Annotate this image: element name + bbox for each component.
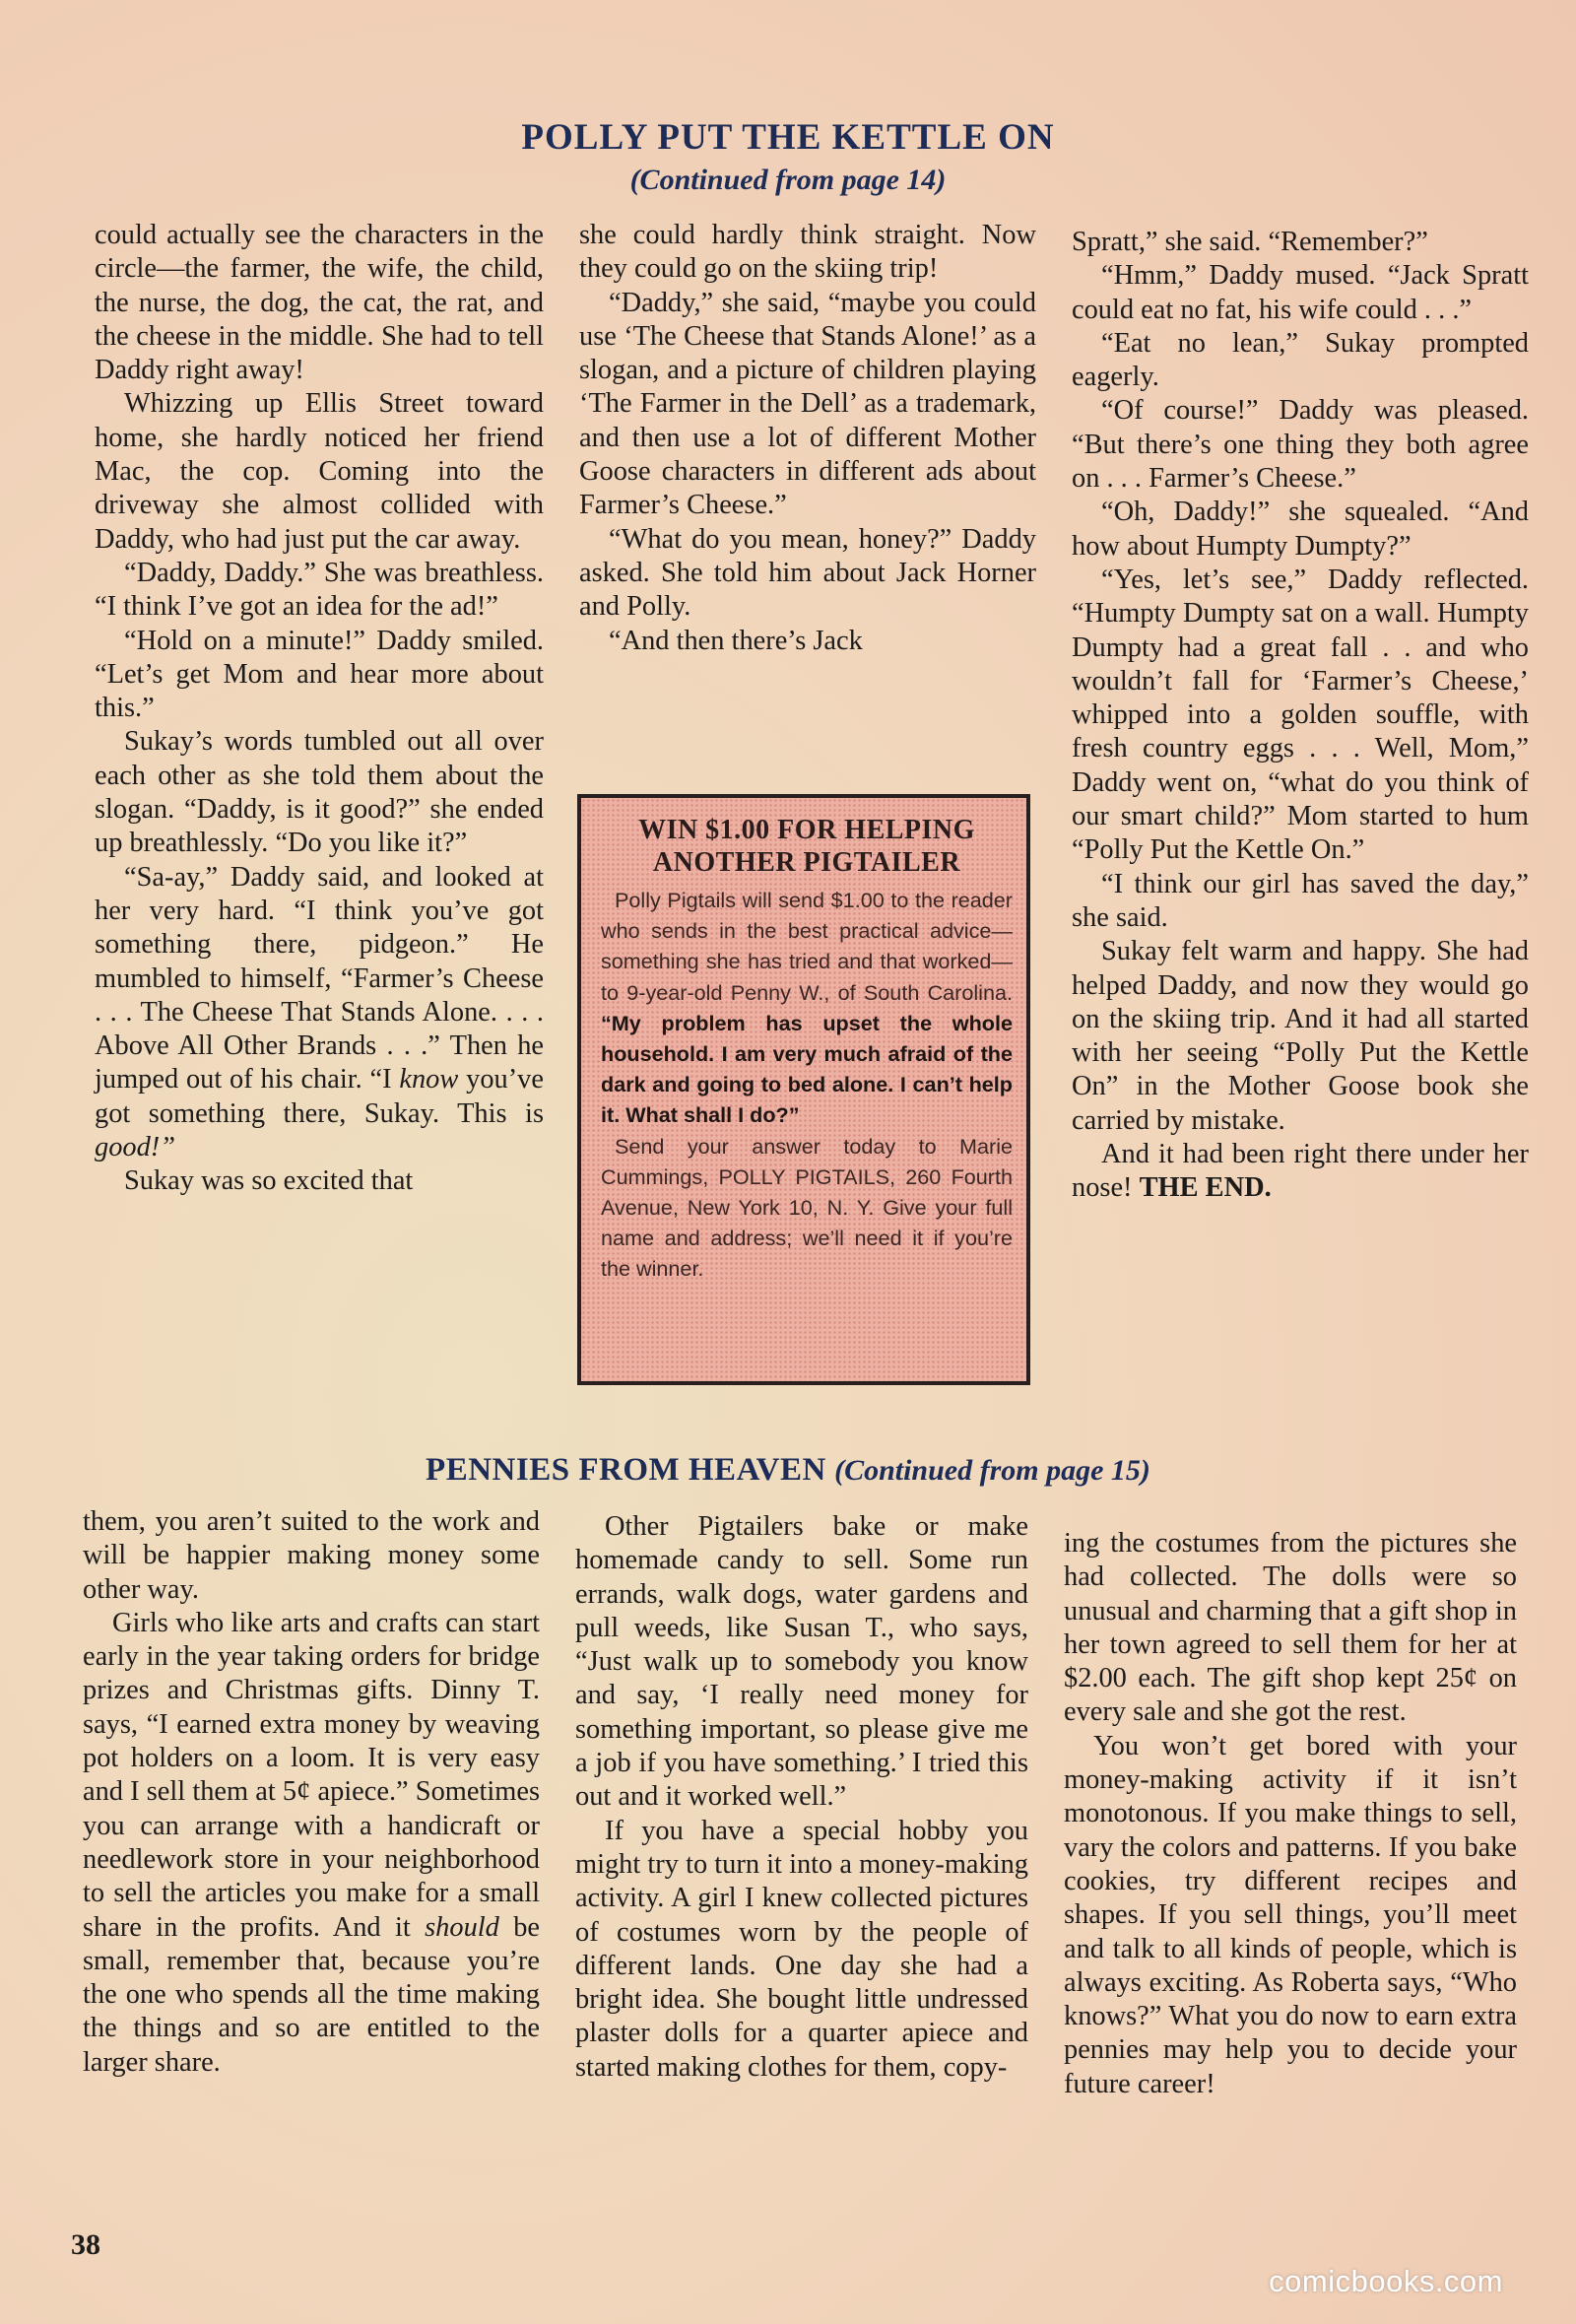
paragraph: “And then there’s Jack [609,625,863,656]
paragraph: “I think our girl has saved the day,” she said. [1072,868,1529,933]
paragraph: You won’t get bored with your money-making activity if it isn’t monotonous. If you make things to sell, vary the colors and patterns. If you bake cookies, try different recipes and shapes. If you sell things, you’ll meet and talk to all kinds of people, which is always exciting. As Roberta says, “Who knows?” What you do now to earn extra pennies may help you to decide your future career! [1064,1730,1517,2099]
page-number: 38 [71,2228,100,2261]
text-run: be small, remember that, because you’re the one who spends all the time making the things and so are entitled to the larger share. [83,1911,540,2078]
emphasis: good!” [95,1132,176,1163]
pennies-column-3 [1064,1527,1517,2101]
contest-intro [601,885,1013,1131]
paragraph [95,861,544,1165]
paragraph: “Yes, let’s see,” Daddy reflected. “Humpty Dumpty sat on a wall. Humpty Dumpty had a great fall . . and who wouldn’t fall for ‘Farmer’s Cheese,’ whipped into a golden souffle, with fresh country eggs . . . Well, Mom,” Daddy went on, “what do you think of our smart child?” Mom started to hum “Polly Put the Kettle On.” [1072,564,1529,866]
paragraph [83,1607,540,2080]
paragraph: she could hardly think straight. Now they could go on the skiing trip! [579,220,1036,285]
story-column-3 [1072,226,1529,1206]
contest-box [577,794,1030,1385]
text-run: And it had been right there under her nose! [1072,1139,1529,1204]
paragraph: “Daddy,” she said, “maybe you could use ‘The Cheese that Stands Alone!’ as a slogan, and a picture of children playing ‘The Farmer in the Dell’ as a trademark, and then use a lot of different Mother Goose characters in different ads about Farmer’s Cheese.” [579,287,1036,521]
pennies-title: PENNIES FROM HEAVEN [426,1452,826,1488]
watermark: comicbooks.com [1269,2264,1503,2298]
paragraph: “Daddy, Daddy.” She was breathless. “I think I’ve got an idea for the ad!” [95,557,544,623]
paragraph: ing the costumes from the pictures she had collected. The dolls were so unusual and charming that a gift shop in her town agreed to sell them for her at $2.00 each. The gift shop kept 25¢ on every sale and she got the rest. [1064,1528,1517,1728]
paragraph: Whizzing up Ellis Street toward home, she hardly noticed her friend Mac, the cop. Coming into the driveway she almost collided with Daddy, who had just put the car away. [95,388,544,555]
the-end-label: THE END. [1139,1172,1272,1204]
contest-plea: “My problem has upset the whole household. I am very much afraid of the dark and going to bed alone. I can’t help it. What shall I do?” [601,1010,1013,1128]
emphasis: should [425,1911,499,1943]
paragraph: “Oh, Daddy!” she squealed. “And how about Humpty Dumpty?” [1072,497,1529,562]
text-run: Polly Pigtails will send $1.00 to the reader who sends in the best practical advice—something she has tried and that worked—to 9-year-old Penny W., of South Carolina. [601,888,1013,1005]
paragraph: Sukay was so excited that [124,1165,414,1197]
paragraph: “Hold on a minute!” Daddy smiled. “Let’s get Mom and hear more about this.” [95,625,544,724]
pennies-column-2 [575,1510,1028,2085]
pennies-continued-note: (Continued from page 15) [834,1454,1150,1487]
paragraph: If you have a special hobby you might try to turn it into a money-making activity. A girl I knew collected pictures of costumes worn by the people of different lands. One day she had a bright idea. She bought little undressed plaster dolls for a quarter apiece and started making clothes for them, copy- [575,1815,1028,2083]
contest-title-line: WIN $1.00 FOR HELPING [638,815,975,845]
contest-box-title [601,814,1013,879]
story-column-1 [95,219,544,1199]
contest-title-line: ANOTHER PIGTAILER [652,847,961,878]
contest-box-body [601,885,1013,1285]
story-column-2 [579,219,1036,658]
paragraph: them, you aren’t suited to the work and will be happier making money some other way. [83,1506,540,1605]
paragraph: “What do you mean, honey?” Daddy asked. She told him about Jack Horner and Polly. [579,523,1036,623]
text-run: “Sa-ay,” Daddy said, and looked at her very hard. “I think you’ve got something there, pidgeon.” He mumbled to himself, “Farmer’s Cheese . . . The Cheese That Stands Alone. . . . Above All Other Brands . . .” Then he jumped out of his chair. “I [95,861,544,1096]
text-run: Girls who like arts and crafts can start early in the year taking orders for bridge prizes and Christmas gifts. Dinny T. says, “I earned extra money by weaving pot holders on a loom. It is very easy and I sell them at 5¢ apiece.” Sometimes you can arrange with a handicraft or needlework store in your neighborhood to sell the articles you make for a small share in the profits. And it [83,1607,540,1943]
paragraph: Sukay felt warm and happy. She had helped Daddy, and now they would go on the skiing trip. And it had all started with her seeing “Polly Put the Kettle On” in the Mother Goose book she carried by mistake. [1072,936,1529,1136]
contest-instructions: Send your answer today to Marie Cummings, POLLY PIGTAILS, 260 Fourth Avenue, New York 10, N. Y. Give your full name and address; we’ll need it if you’re the winner. [601,1133,1013,1282]
paragraph [1072,1138,1529,1206]
pennies-column-1 [83,1505,540,2080]
paragraph: “Eat no lean,” Sukay prompted eagerly. [1072,327,1529,393]
pennies-title-line [0,1452,1576,1489]
emphasis: know [399,1064,459,1096]
paragraph: “Of course!” Daddy was pleased. “But there’s one thing they both agree on . . . Farmer’s Cheese.” [1072,395,1529,495]
paragraph: could actually see the characters in the circle—the farmer, the wife, the child, the nurse, the dog, the cat, the rat, and the cheese in the middle. She had to tell Daddy right away! [95,220,544,386]
paragraph: Sukay’s words tumbled out all over each other as she told them about the slogan. “Daddy, is it good?” she ended up breathlessly. “Do you like it?” [95,726,544,859]
paragraph: Spratt,” she said. “Remember?” [1072,227,1428,257]
paragraph: Other Pigtailers bake or make homemade candy to sell. Some run errands, walk dogs, water gardens and pull weeds, like Susan T., who says, “Just walk up to somebody you know and say, ‘I really need money for something important, so please give me a job if you have something.’ I tried this out and it worked well.” [575,1511,1028,1813]
story-title: POLLY PUT THE KETTLE ON [521,117,1055,158]
paragraph: “Hmm,” Daddy mused. “Jack Spratt could eat no fat, his wife could . . .” [1072,260,1529,325]
text-run: you’ve got something there, Sukay. This is [95,1064,544,1129]
story-continued-note: (Continued from page 14) [629,164,947,196]
